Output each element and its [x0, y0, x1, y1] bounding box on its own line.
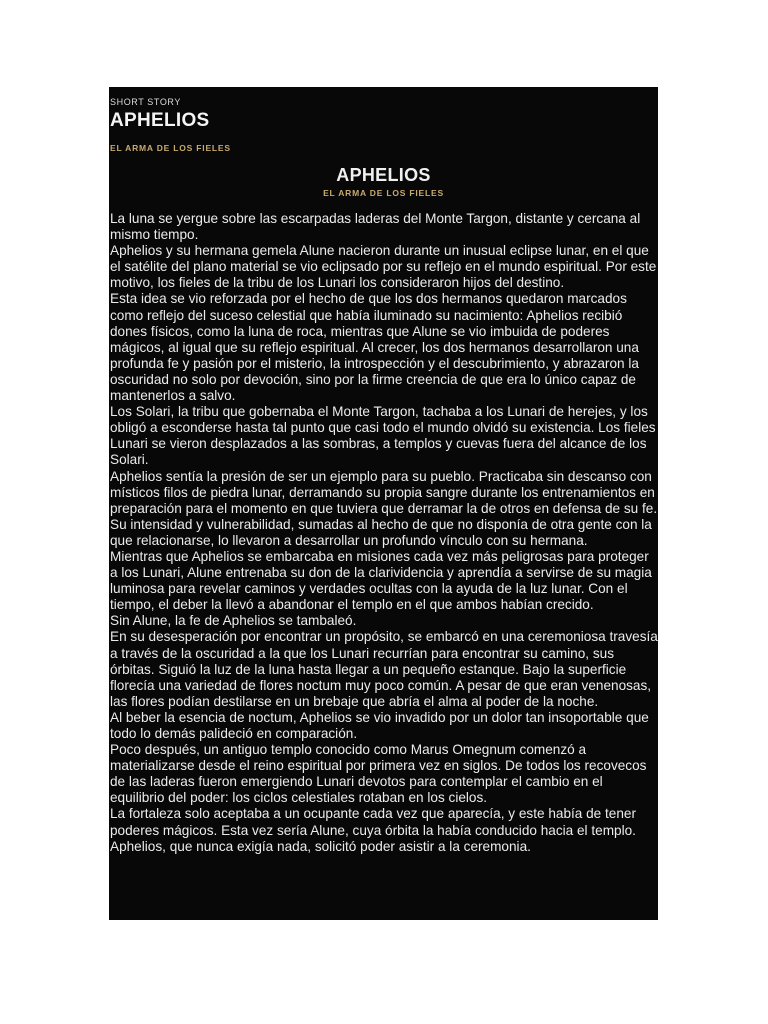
- article-body: [110, 211, 658, 855]
- paragraph-9: Al beber la esencia de noctum, Aphelios se vio invadido por un dolor tan insoportable que todo lo demás palideció en comparación.: [110, 709, 649, 741]
- paragraph-7: Sin Alune, la fe de Aphelios se tambaleó.: [110, 613, 357, 629]
- paragraph-3: Esta idea se vio reforzada por el hecho de que los dos hermanos quedaron marcados como reflejo del suceso celestial que había iluminado su nacimiento: Aphelios recibió dones físicos, como la luna de roca, mientras que Alune se vio imbuida de poderes mágicos, al igual que su reflejo espiritual. Al crecer, los dos hermanos desarrollaron una profunda fe y pasión por el misterio, la introspección y el descubrimiento, y abrazaron la oscuridad no solo por devoción, sino por la firme creencia de que era lo único capaz de mantenerlos a salvo.: [110, 291, 639, 404]
- article-subtitle: EL ARMA DE LOS FIELES: [323, 188, 444, 198]
- paragraph-11: La fortaleza solo aceptaba a un ocupante cada vez que aparecía, y este había de tener poderes mágicos. Esta vez sería Alune, cuya órbita la había conducido hacia el templo. Aphelios, que nunca exigía nada, solicitó poder asistir a la ceremonia.: [110, 806, 637, 854]
- paragraph-2: Aphelios y su hermana gemela Alune nacieron durante un inusual eclipse lunar, en el que el satélite del plano material se vio eclipsado por su reflejo en el mundo espiritual. Por este motivo, los fieles de la tribu de los Lunari los consideraron hijos del destino.: [110, 243, 657, 291]
- kicker-label: SHORT STORY: [110, 97, 181, 107]
- paragraph-4: Los Solari, la tribu que gobernaba el Monte Targon, tachaba a los Lunari de herejes, y los obligó a esconderse hasta tal punto que casi todo el mundo olvidó su existencia. Los fieles Lunari se vieron desplazados a las sombras, a templos y cuevas fuera del alcance de los Solari.: [110, 404, 656, 468]
- paragraph-1: La luna se yergue sobre las escarpadas laderas del Monte Targon, distante y cercana al mismo tiempo.: [110, 211, 641, 243]
- paragraph-10: Poco después, un antiguo templo conocido como Marus Omegnum comenzó a materializarse desde el reino espiritual por primera vez en siglos. De todos los recovecos de las laderas fueron emergiendo Lunari devotos para contemplar el cambio en el equilibrio del poder: los ciclos celestiales rotaban en los cielos.: [110, 742, 647, 806]
- article-title: APHELIOS: [336, 165, 431, 185]
- paragraph-6: Mientras que Aphelios se embarcaba en misiones cada vez más peligrosas para proteger a los Lunari, Alune entrenaba su don de la clarividencia y aprendía a servirse de su magia luminosa para revelar caminos y verdades ocultas con la ayuda de la luz lunar. Con el tiempo, el deber la llevó a abandonar el templo en el que ambos habían crecido.: [110, 548, 652, 613]
- paragraph-8: En su desesperación por encontrar un propósito, se embarcó en una ceremoniosa travesía a través de la oscuridad a la que los Lunari recurrían para encontrar su camino, sus órbitas. Siguió la luz de la luna hasta llegar a un pequeño estanque. Bajo la superficie florecía una variedad de flores noctum muy poco común. A pesar de que eran venenosas, las flores podían destilarse en un brebaje que abría el alma al poder de la noche.: [110, 629, 658, 709]
- page-title: APHELIOS: [110, 110, 210, 131]
- page-subtitle: EL ARMA DE LOS FIELES: [110, 143, 231, 153]
- paragraph-5: Aphelios sentía la presión de ser un ejemplo para su pueblo. Practicaba sin descanso con místicos filos de piedra lunar, derramando su propia sangre durante los entrenamientos en preparación para el momento en que tuviera que derramar la de otros en defensa de su fe. Su intensidad y vulnerabilidad, sumadas al hecho de que no disponía de otra gente con la que relacionarse, lo llevaron a desarrollar un profundo vínculo con su hermana.: [110, 468, 658, 548]
- document-page: [109, 87, 658, 920]
